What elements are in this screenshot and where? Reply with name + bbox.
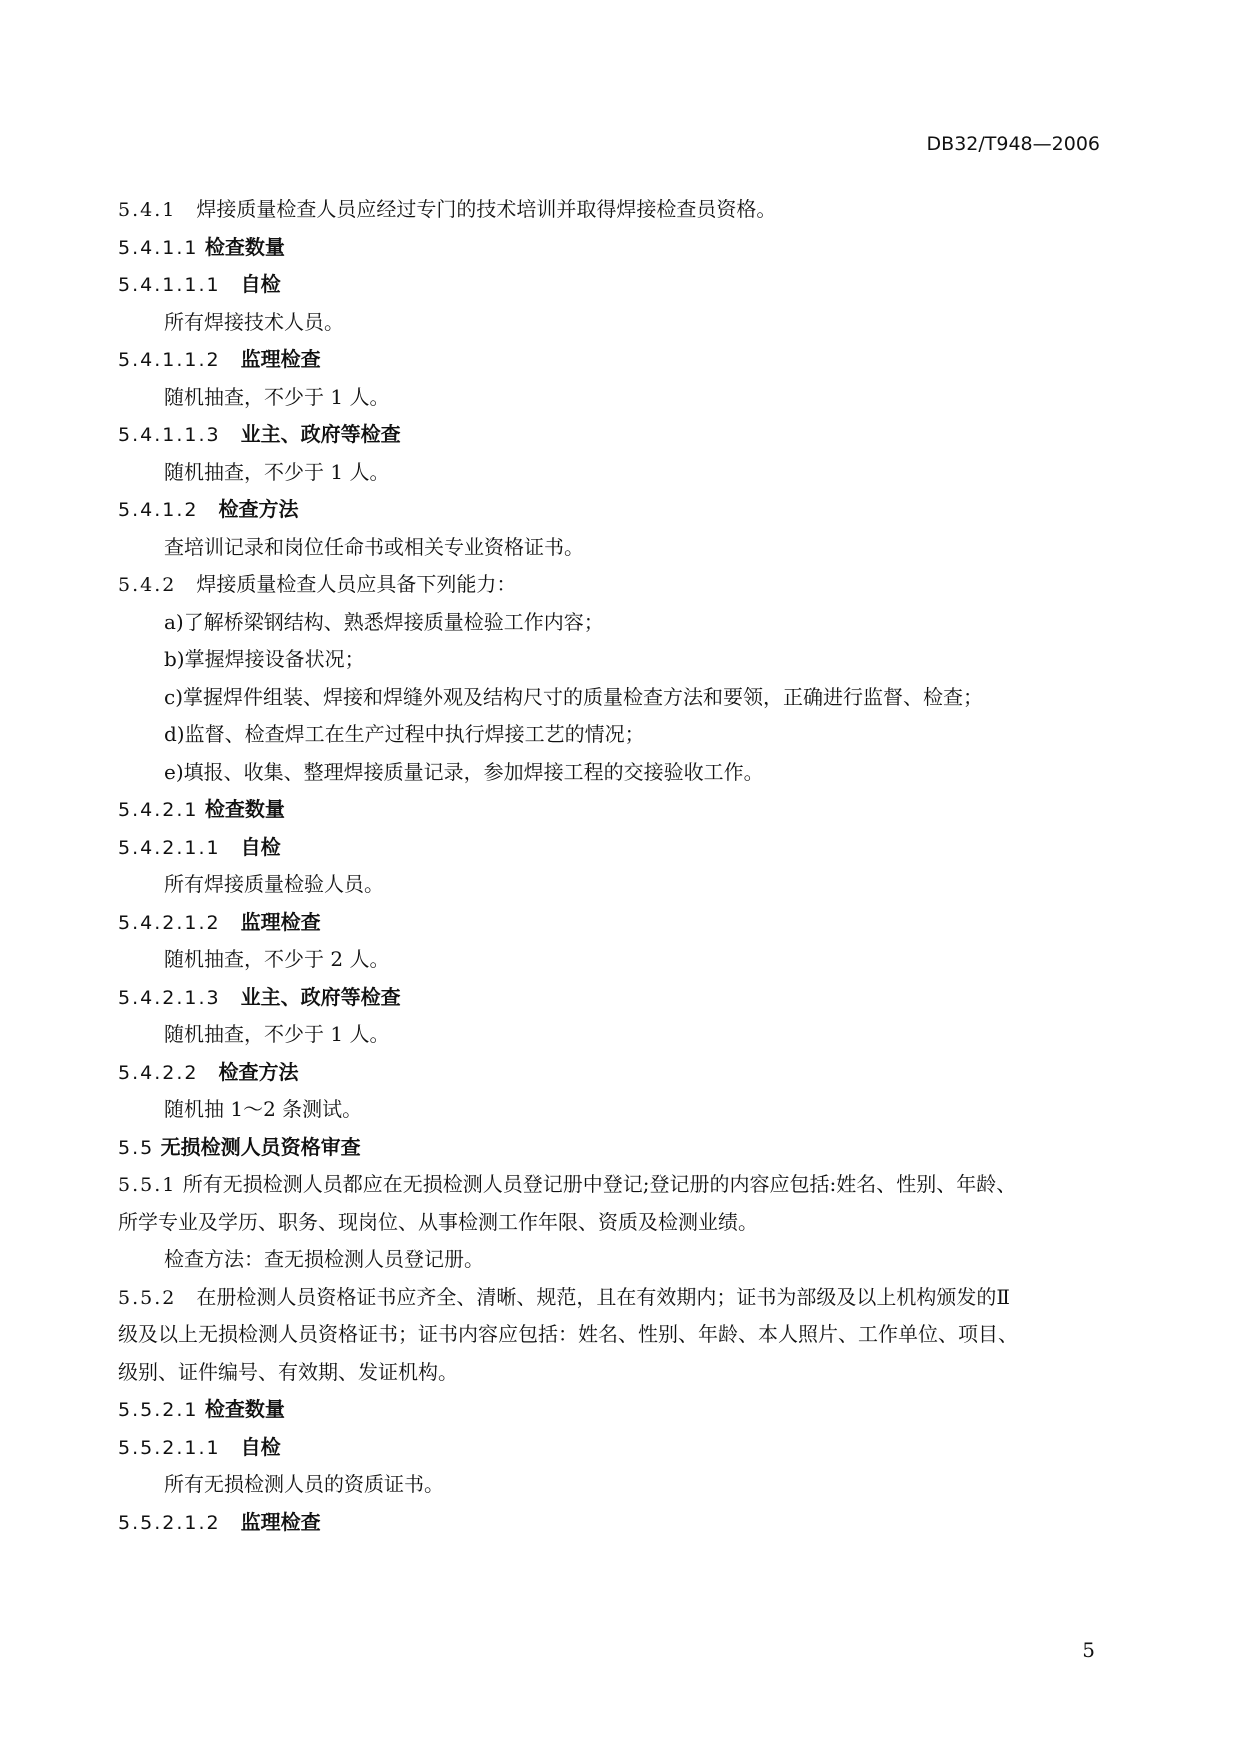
paragraph: 检查方法：查无损检测人员登记册。	[164, 1247, 484, 1271]
heading-number: 5.4.1.1.3	[118, 424, 221, 446]
clause-5-5-1	[118, 1171, 1016, 1198]
heading-text: 业主、政府等检查	[240, 422, 401, 446]
paragraph-continuation: 所学专业及学历、职务、现岗位、从事检测工作年限、资质及检测业绩。	[118, 1210, 758, 1234]
paragraph: 所有无损检测人员的资质证书。	[164, 1472, 444, 1496]
heading-number: 5.4.2.1.2	[118, 912, 221, 934]
list-item-e: e)填报、收集、整理焊接质量记录，参加焊接工程的交接验收工作。	[164, 760, 764, 784]
clause-5-5-2	[118, 1284, 1010, 1311]
section-heading-5-5	[118, 1134, 361, 1161]
heading-5-4-1-1-2	[118, 346, 321, 373]
clause-text: 所有无损检测人员都应在无损检测人员登记册中登记;登记册的内容应包括:姓名、性别、年龄、	[182, 1172, 1017, 1196]
heading-number: 5.4.1.2	[118, 499, 199, 521]
heading-text: 检查数量	[204, 797, 285, 821]
heading-number: 5.4.1.1	[118, 237, 199, 259]
list-item-d: d)监督、检查焊工在生产过程中执行焊接工艺的情况；	[164, 722, 645, 746]
heading-5-4-2-1-3	[118, 984, 401, 1011]
heading-text: 监理检查	[240, 910, 321, 934]
heading-5-4-2-1-1	[118, 834, 281, 861]
heading-text: 业主、政府等检查	[240, 985, 401, 1009]
heading-text: 自检	[240, 835, 281, 859]
paragraph: 随机抽查，不少于 2 人。	[164, 947, 390, 971]
heading-text: 检查方法	[218, 497, 299, 521]
paragraph: 随机抽查，不少于 1 人。	[164, 385, 390, 409]
heading-5-4-1-2	[118, 496, 298, 523]
heading-text: 检查数量	[204, 1397, 285, 1421]
heading-text: 检查数量	[204, 235, 285, 259]
heading-5-4-1-1-3	[118, 421, 401, 448]
paragraph: 随机抽 1～2 条测试。	[164, 1097, 363, 1121]
list-item-c: c)掌握焊件组装、焊接和焊缝外观及结构尺寸的质量检查方法和要领，正确进行监督、检查；	[164, 685, 984, 709]
heading-number: 5.4.1.1.1	[118, 274, 221, 296]
heading-number: 5.4.1.1.2	[118, 349, 221, 371]
clause-text: 焊接质量检查人员应经过专门的技术培训并取得焊接检查员资格。	[196, 197, 777, 221]
heading-number: 5.4.2.2	[118, 1062, 199, 1084]
paragraph: 所有焊接技术人员。	[164, 310, 344, 334]
heading-5-4-2-2	[118, 1059, 298, 1086]
heading-5-4-1-1	[118, 234, 285, 261]
heading-number: 5.5.2.1	[118, 1399, 199, 1421]
clause-5-4-2	[118, 571, 516, 598]
list-item-a: a)了解桥梁钢结构、熟悉焊接质量检验工作内容；	[164, 610, 604, 634]
clause-number: 5.4.2	[118, 574, 177, 596]
page-number: 5	[1082, 1638, 1095, 1662]
heading-text: 自检	[240, 272, 281, 296]
clause-text: 焊接质量检查人员应具备下列能力：	[196, 572, 517, 596]
heading-number: 5.5.2.1.2	[118, 1512, 221, 1534]
clause-number: 5.5.1	[118, 1174, 177, 1196]
clause-5-4-1	[118, 196, 776, 223]
heading-5-4-2-1	[118, 796, 285, 823]
heading-5-4-1-1-1	[118, 271, 281, 298]
document-code: DB32/T948—2006	[926, 133, 1100, 155]
paragraph-continuation: 级别、证件编号、有效期、发证机构。	[118, 1360, 458, 1384]
heading-text: 检查方法	[218, 1060, 299, 1084]
clause-text: 在册检测人员资格证书应齐全、清晰、规范，且在有效期内；证书为部级及以上机构颁发的Ⅱ	[196, 1285, 1010, 1309]
paragraph: 随机抽查，不少于 1 人。	[164, 1022, 390, 1046]
heading-text: 自检	[240, 1435, 281, 1459]
paragraph: 随机抽查，不少于 1 人。	[164, 460, 390, 484]
heading-text: 监理检查	[240, 347, 321, 371]
heading-number: 5.5	[118, 1137, 155, 1159]
clause-number: 5.5.2	[118, 1287, 177, 1309]
heading-number: 5.5.2.1.1	[118, 1437, 221, 1459]
list-item-b: b)掌握焊接设备状况；	[164, 647, 365, 671]
heading-text: 无损检测人员资格审查	[160, 1135, 361, 1159]
heading-5-5-2-1-2	[118, 1509, 321, 1536]
paragraph-continuation: 级及以上无损检测人员资格证书；证书内容应包括：姓名、性别、年龄、本人照片、工作单位、项目、	[118, 1322, 1018, 1346]
heading-number: 5.4.2.1.1	[118, 837, 221, 859]
clause-number: 5.4.1	[118, 199, 177, 221]
heading-5-4-2-1-2	[118, 909, 321, 936]
heading-number: 5.4.2.1	[118, 799, 199, 821]
heading-text: 监理检查	[240, 1510, 321, 1534]
heading-5-5-2-1-1	[118, 1434, 281, 1461]
paragraph: 查培训记录和岗位任命书或相关专业资格证书。	[164, 535, 584, 559]
heading-number: 5.4.2.1.3	[118, 987, 221, 1009]
paragraph: 所有焊接质量检验人员。	[164, 872, 384, 896]
heading-5-5-2-1	[118, 1396, 285, 1423]
